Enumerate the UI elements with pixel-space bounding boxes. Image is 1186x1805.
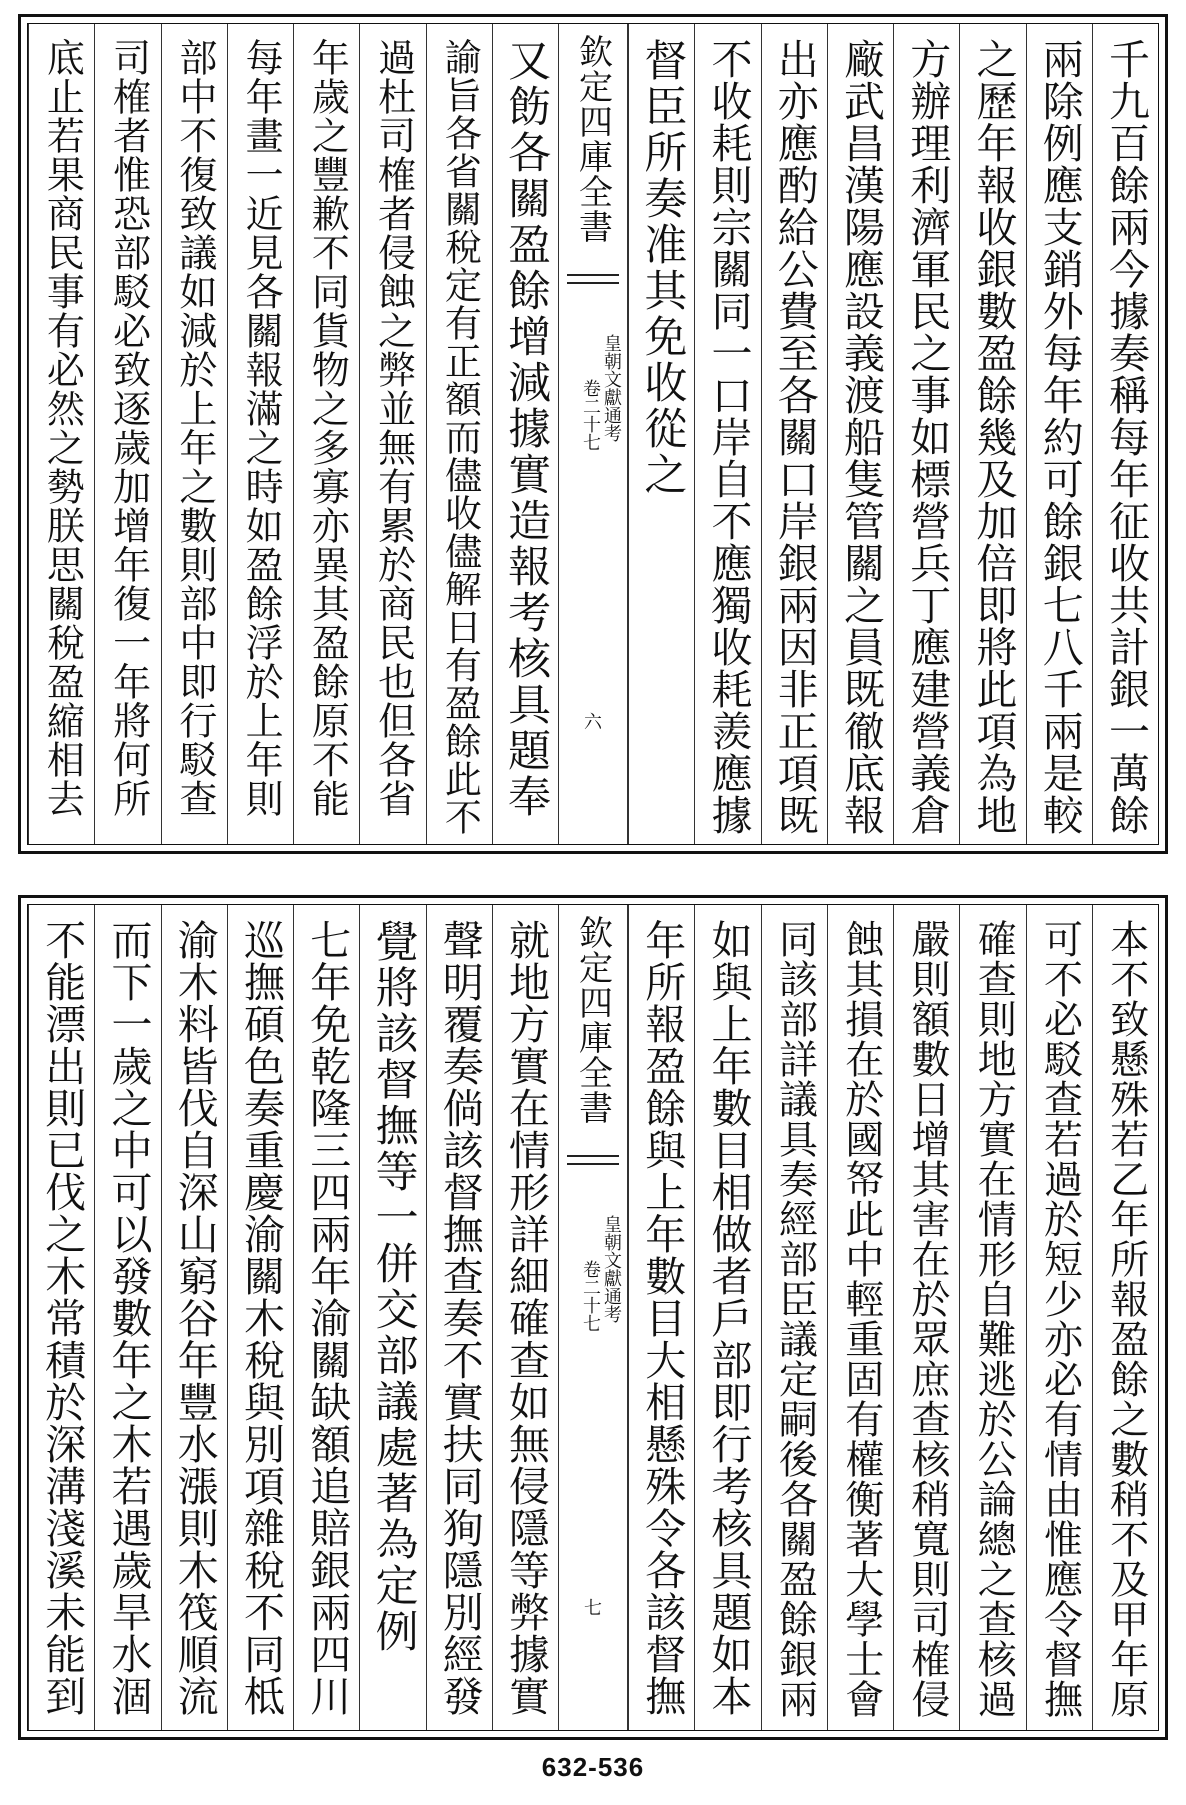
bottom-column-text: 聲明覆奏倘該督撫查奏不實扶同狥隱別經發 (435, 919, 484, 1717)
top-column-text: 出亦應酌給公費至各關口岸銀兩因非正項既 (770, 38, 819, 836)
top-column-text: 過杜司榷者侵蝕之弊並無有累於商民也但各省 (371, 38, 416, 818)
top-column-text: 廠武昌漢陽應設義渡船隻管關之員既徹底報 (836, 38, 885, 836)
top-column-text: 又飭各關盈餘增減據實造報考核具題奉 (501, 38, 552, 820)
bottom-text-column (628, 905, 694, 1730)
top-text-column (161, 24, 227, 844)
bottom-text-column (359, 905, 425, 1730)
bottom-leaf-number: 七 (584, 1598, 602, 1619)
top-text-column (959, 24, 1025, 844)
bottom-column-text: 不能漂出則已伐之木常積於深溝淺溪未能到 (38, 919, 87, 1717)
top-text-column (492, 24, 558, 844)
top-column-text: 每年畫一近見各關報滿之時如盈餘浮於上年則 (239, 38, 284, 818)
top-column-text: 底止若果商民事有必然之勢朕思關稅盈縮相去 (40, 38, 85, 818)
bottom-text-column (1092, 905, 1158, 1730)
bottom-text-column (426, 905, 492, 1730)
bottom-text-column (694, 905, 760, 1730)
bottom-text-column (827, 905, 893, 1730)
bottom-column-text: 而下一歲之中可以發數年之木若遇歲旱水涸 (104, 919, 153, 1717)
bottom-text-column (227, 905, 293, 1730)
top-text-column (94, 24, 160, 844)
bottom-text-column (1026, 905, 1092, 1730)
bottom-text-column (28, 905, 94, 1730)
top-text-column (28, 24, 94, 844)
top-fishtail-mark (567, 274, 619, 284)
top-text-column (1092, 24, 1158, 844)
bottom-text-column (893, 905, 959, 1730)
top-text-column (761, 24, 827, 844)
top-spine-title: 欽定四庫全書 (572, 34, 613, 244)
bottom-text-column (293, 905, 359, 1730)
top-center-spine (558, 24, 628, 844)
top-page-columns (28, 24, 1158, 844)
bottom-column-text: 七年免乾隆三四兩年渝關缺額追賠銀兩四川 (303, 919, 352, 1717)
bottom-text-column (761, 905, 827, 1730)
bottom-spine-juan: 卷二十七 (580, 1260, 601, 1332)
top-spine-juan: 卷二十七 (580, 379, 601, 451)
bottom-text-column (94, 905, 160, 1730)
top-column-text: 部中不復致議如減於上年之數則部中即行駁查 (172, 38, 217, 818)
top-text-column (359, 24, 425, 844)
bottom-fishtail-mark (567, 1155, 619, 1165)
bottom-page-inner-frame (27, 904, 1159, 1731)
bottom-text-column (959, 905, 1025, 1730)
bottom-center-spine (558, 905, 628, 1730)
top-text-column (426, 24, 492, 844)
bottom-page-columns (28, 905, 1158, 1730)
bottom-column-text: 如與上年數目相做者戶部即行考核具題如本 (704, 919, 753, 1717)
top-column-text: 方辦理利濟軍民之事如標營兵丁應建營義倉 (903, 38, 952, 836)
bottom-text-column (492, 905, 558, 1730)
top-column-text: 年歲之豐歉不同貨物之多寡亦異其盈餘原不能 (305, 38, 350, 818)
bottom-spine-book-title: 皇朝文獻通考 (601, 1215, 622, 1323)
top-text-column (827, 24, 893, 844)
top-column-text: 諭旨各省關稅定有正額而儘收儘解日有盈餘此不 (438, 38, 482, 836)
bottom-column-text: 蝕其損在於國帑此中輕重固有權衡著大學士會 (838, 919, 884, 1719)
top-leaf-number: 六 (584, 712, 602, 733)
bottom-column-text: 年所報盈餘與上年數目大相懸殊令各該督撫 (638, 919, 687, 1717)
bottom-spine-title: 欽定四庫全書 (572, 915, 613, 1125)
bottom-page (18, 895, 1168, 1740)
page-number: 632-536 (541, 1752, 645, 1782)
top-text-column (893, 24, 959, 844)
bottom-column-text: 同該部詳議具奏經部臣議定嗣後各關盈餘銀兩 (772, 919, 818, 1719)
top-text-column (628, 24, 694, 844)
top-column-text: 不收耗則宗關同一口岸自不應獨收耗羨應據 (704, 38, 753, 836)
top-column-text: 兩除例應支銷外每年約可餘銀七八千兩是較 (1035, 38, 1084, 836)
top-page (18, 14, 1168, 854)
top-column-text: 督臣所奏准其免收從之 (637, 38, 688, 498)
top-text-column (1026, 24, 1092, 844)
bottom-column-text: 嚴則額數日增其害在於眾庶查核稍寬則司榷侵 (905, 919, 951, 1719)
bottom-column-text: 確查則地方實在情形自難逃於公論總之查核過 (971, 919, 1017, 1719)
bottom-column-text: 可不必駁查若過於短少亦必有情由惟應令督撫 (1037, 919, 1083, 1719)
top-page-inner-frame (27, 23, 1159, 845)
top-column-text: 之歷年報收銀數盈餘幾及加倍即將此項為地 (969, 38, 1018, 836)
bottom-column-text: 巡撫碩色奏重慶渝關木稅與別項雜稅不同柢 (236, 919, 285, 1717)
top-column-text: 司榷者惟恐部駁必致逐歲加增年復一年將何所 (106, 38, 151, 818)
bottom-column-text: 渝木料皆伐自深山窮谷年豐水漲則木筏順流 (170, 919, 219, 1717)
bottom-text-column (161, 905, 227, 1730)
top-column-text: 千九百餘兩今據奏稱每年征收共計銀一萬餘 (1101, 38, 1150, 836)
bottom-column-text: 就地方實在情形詳細確查如無侵隱等弊據實 (501, 919, 550, 1717)
top-text-column (293, 24, 359, 844)
top-spine-book-title: 皇朝文獻通考 (601, 334, 622, 442)
top-text-column (227, 24, 293, 844)
bottom-column-text: 本不致懸殊若乙年所報盈餘之數稍不及甲年原 (1103, 919, 1149, 1719)
bottom-column-text: 覺將該督撫等一併交部議處著為定例 (368, 919, 419, 1655)
top-text-column (694, 24, 760, 844)
